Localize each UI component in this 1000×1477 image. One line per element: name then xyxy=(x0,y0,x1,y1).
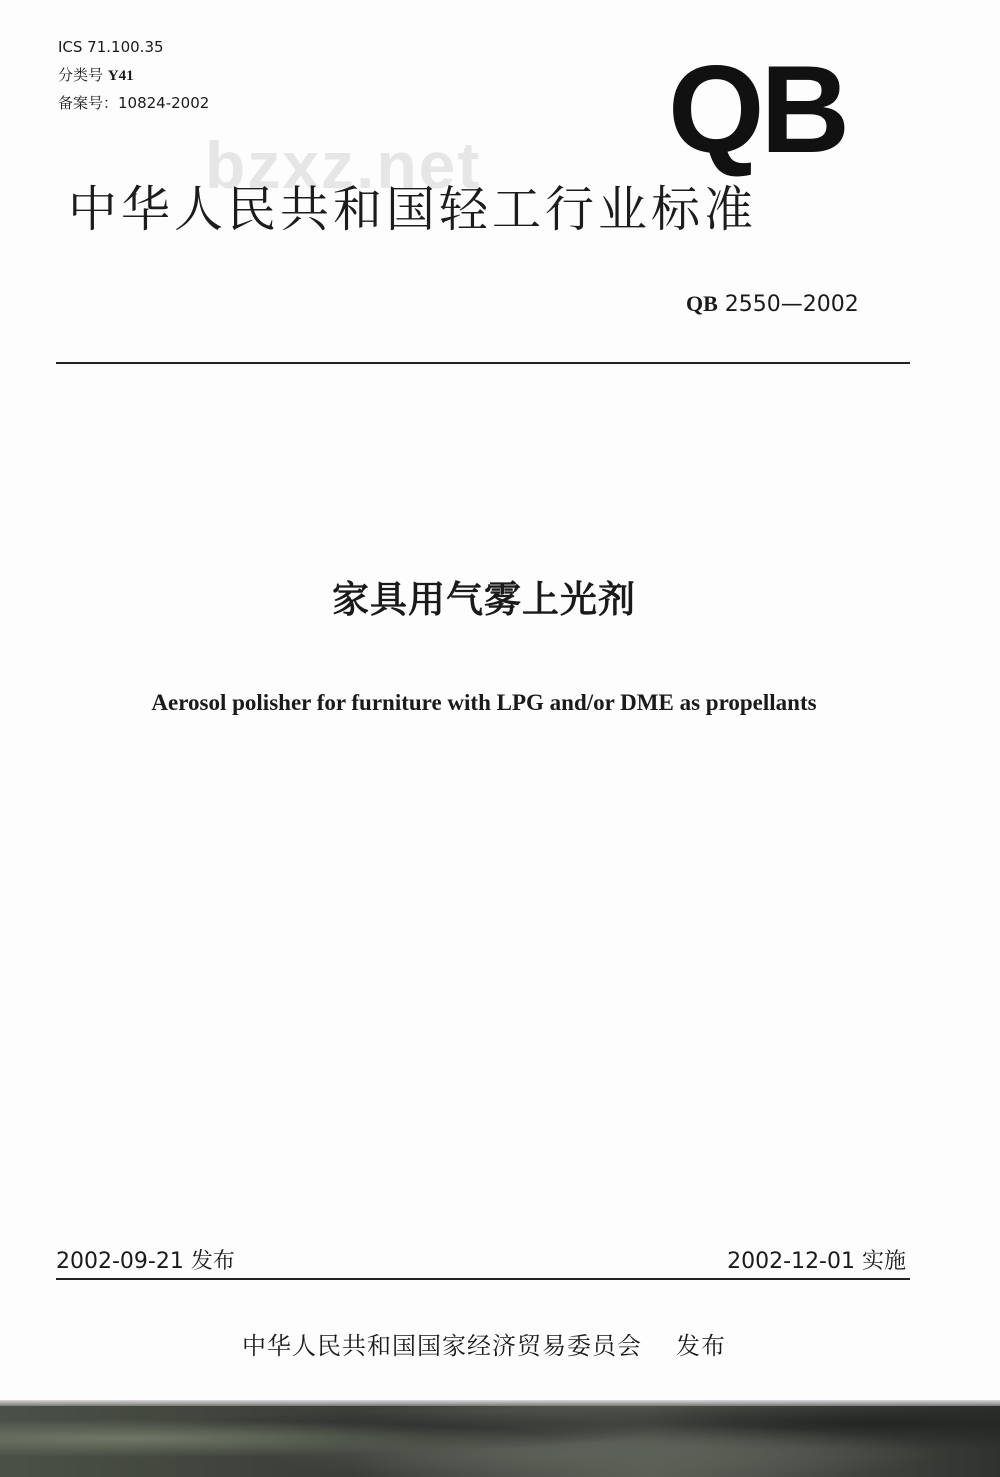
standard-number xyxy=(686,291,859,318)
issuer-line xyxy=(0,1330,968,1362)
issuer-name: 中华人民共和国国家经济贸易委员会 xyxy=(242,1332,642,1360)
document-title-english: Aerosol polisher for furniture with LPG and/or DME as propellants xyxy=(151,690,817,715)
background-photo-strip xyxy=(0,1400,1000,1477)
implementation-date: 2002-12-01 实施 xyxy=(727,1249,906,1274)
document-title-chinese: 家具用气雾上光剂 xyxy=(332,578,636,621)
page-edge-shadow xyxy=(0,1400,1000,1406)
record-number: 备案号：10824-2002 xyxy=(58,94,210,112)
classification-label: 分类号 xyxy=(58,66,104,84)
standard-number-value: 2550—2002 xyxy=(724,292,859,317)
classification-line xyxy=(58,66,134,85)
watermark: bzxz.net xyxy=(205,128,482,202)
release-date: 2002-09-21 发布 xyxy=(56,1249,235,1274)
issuer-action: 发布 xyxy=(676,1332,726,1360)
header-divider xyxy=(56,362,910,364)
standard-category-title: 中华人民共和国轻工行业标准 xyxy=(68,181,758,238)
qb-logo: QB xyxy=(668,41,846,179)
standard-number-prefix: QB xyxy=(686,291,718,316)
ics-code: ICS 71.100.35 xyxy=(58,38,164,56)
classification-code: Y41 xyxy=(107,68,134,84)
footer-divider xyxy=(56,1278,910,1280)
